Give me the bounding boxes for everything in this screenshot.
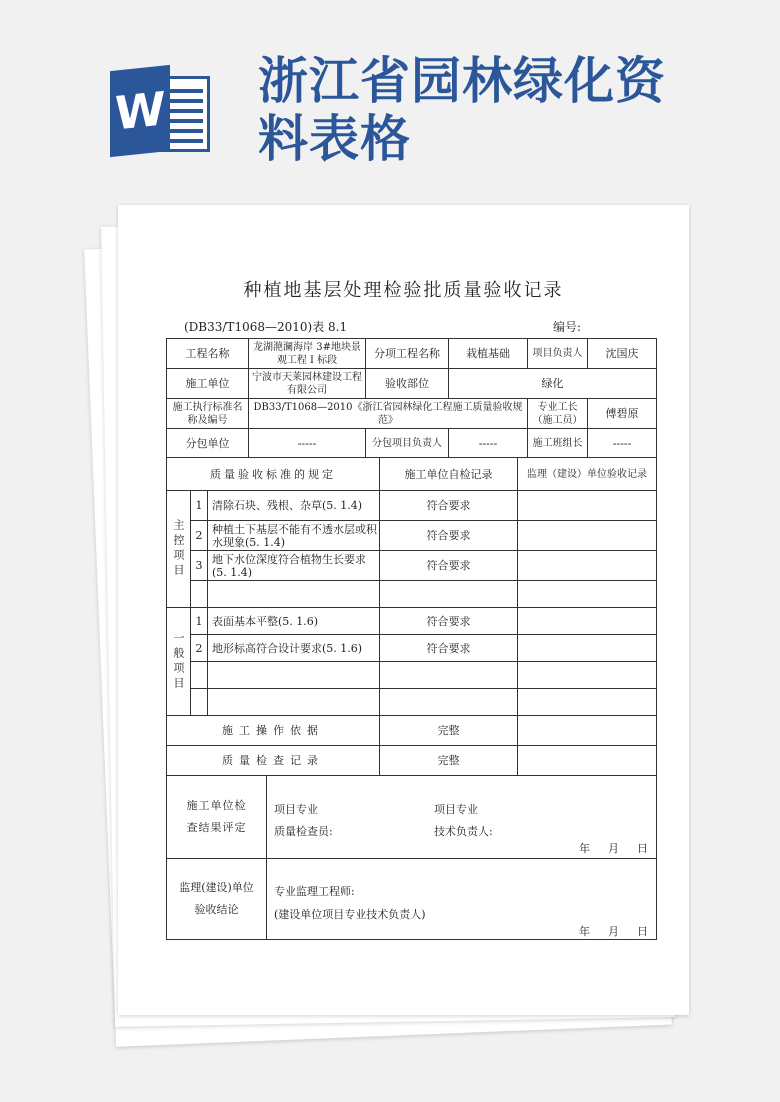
supervisor-conclusion-label: 监理(建设)单位验收结论 [166, 858, 267, 940]
main-item-no [190, 580, 208, 608]
general-item-supervision [517, 688, 657, 716]
month-label: 月 [608, 842, 619, 855]
contractor-conclusion-label: 施工单位检查结果评定 [166, 775, 267, 859]
foreman-label: 专业工长（施工员） [527, 398, 588, 429]
general-item-result [379, 688, 518, 716]
main-item-no: 3 [190, 550, 208, 581]
sub-unit-value: ----- [248, 428, 366, 458]
page-headline: 浙江省园林绿化资料表格 [258, 52, 666, 168]
record-label: 质量检查记录 [166, 745, 380, 776]
main-item-no: 1 [190, 490, 208, 521]
day-label: 日 [637, 842, 648, 855]
main-item-result: 符合要求 [379, 490, 518, 521]
standard-header: 质量验收标准的规定 [166, 457, 380, 491]
main-item-result [379, 580, 518, 608]
main-item-desc: 清除石块、残根、杂草(5. 1.4) [207, 490, 380, 521]
general-item-desc [207, 688, 380, 716]
sub-project-value: 栽植基础 [448, 338, 528, 369]
contractor-value: 宁波市天莱园林建设工程有限公司 [248, 368, 366, 399]
contractor-pro-right: 项目专业 [434, 803, 478, 816]
main-item-no: 2 [190, 520, 208, 551]
general-item-desc: 地形标高符合设计要求(5. 1.6) [207, 634, 380, 662]
contractor-label: 施工单位 [166, 368, 249, 399]
contractor-pro-left: 项目专业 [274, 803, 318, 816]
supervisor-engineer-label: 专业监理工程师: [274, 885, 355, 898]
standard-label: 施工执行标准名称及编号 [166, 398, 249, 429]
basis-value: 完整 [379, 715, 518, 746]
pm-label: 项目负责人 [527, 338, 588, 369]
main-item-supervision [517, 490, 657, 521]
main-item-desc: 种植土下基层不能有不透水层或积水现象(5. 1.4) [207, 520, 380, 551]
main-item-result: 符合要求 [379, 520, 518, 551]
project-name-label: 工程名称 [166, 338, 249, 369]
general-item-no [190, 661, 208, 689]
main-item-supervision [517, 520, 657, 551]
contractor-conclusion-box [266, 775, 657, 859]
sub-pm-value: ----- [448, 428, 528, 458]
general-item-result: 符合要求 [379, 634, 518, 662]
month-label: 月 [608, 925, 619, 938]
general-item-no [190, 688, 208, 716]
inspector-label: 质量检查员: [274, 825, 333, 838]
general-item-no: 1 [190, 607, 208, 635]
main-item-desc: 地下水位深度符合植物生长要求(5. 1.4) [207, 550, 380, 581]
main-items-label: 主控项目 [166, 490, 191, 608]
general-item-result: 符合要求 [379, 607, 518, 635]
general-item-result [379, 661, 518, 689]
accept-part-label: 验收部位 [365, 368, 449, 399]
year-label: 年 [579, 842, 590, 855]
form-number-label: 编号: [553, 320, 582, 334]
word-logo [110, 68, 212, 154]
general-item-supervision [517, 661, 657, 689]
basis-label: 施工操作依据 [166, 715, 380, 746]
logo-letter: W [110, 65, 170, 157]
tech-lead-label: 技术负责人: [434, 825, 493, 838]
pm-value: 沈国庆 [587, 338, 657, 369]
sub-unit-label: 分包单位 [166, 428, 249, 458]
team-leader-label: 施工班组长 [527, 428, 588, 458]
foreman-value: 傅碧原 [587, 398, 657, 429]
standard-value: DB33/T1068—2010《浙江省园林绿化工程施工质量验收规范》 [248, 398, 528, 429]
main-item-supervision [517, 550, 657, 581]
general-item-desc [207, 661, 380, 689]
general-item-supervision [517, 607, 657, 635]
general-item-supervision [517, 634, 657, 662]
supervision-header: 监理（建设）单位验收记录 [517, 457, 657, 491]
main-item-desc [207, 580, 380, 608]
team-leader-value: ----- [587, 428, 657, 458]
supervisor-conclusion-box [266, 858, 657, 940]
general-item-no: 2 [190, 634, 208, 662]
sub-pm-label: 分包项目负责人 [365, 428, 449, 458]
basis-supervision [517, 715, 657, 746]
general-item-desc: 表面基本平整(5. 1.6) [207, 607, 380, 635]
record-supervision [517, 745, 657, 776]
form-title: 种植地基层处理检验批质量验收记录 [243, 280, 564, 301]
main-item-result: 符合要求 [379, 550, 518, 581]
record-value: 完整 [379, 745, 518, 776]
sub-project-label: 分项工程名称 [365, 338, 449, 369]
self-check-header: 施工单位自检记录 [379, 457, 518, 491]
form-code: (DB33/T1068—2010)表 8.1 [184, 320, 348, 334]
project-name-value: 龙湖滟澜海岸 3#地块景观工程 I 标段 [248, 338, 366, 369]
year-label: 年 [579, 925, 590, 938]
accept-part-value: 绿化 [448, 368, 657, 399]
main-item-supervision [517, 580, 657, 608]
owner-rep-label: (建设单位项目专业技术负责人) [274, 908, 426, 921]
day-label: 日 [637, 925, 648, 938]
general-items-label: 一般项目 [166, 607, 191, 716]
